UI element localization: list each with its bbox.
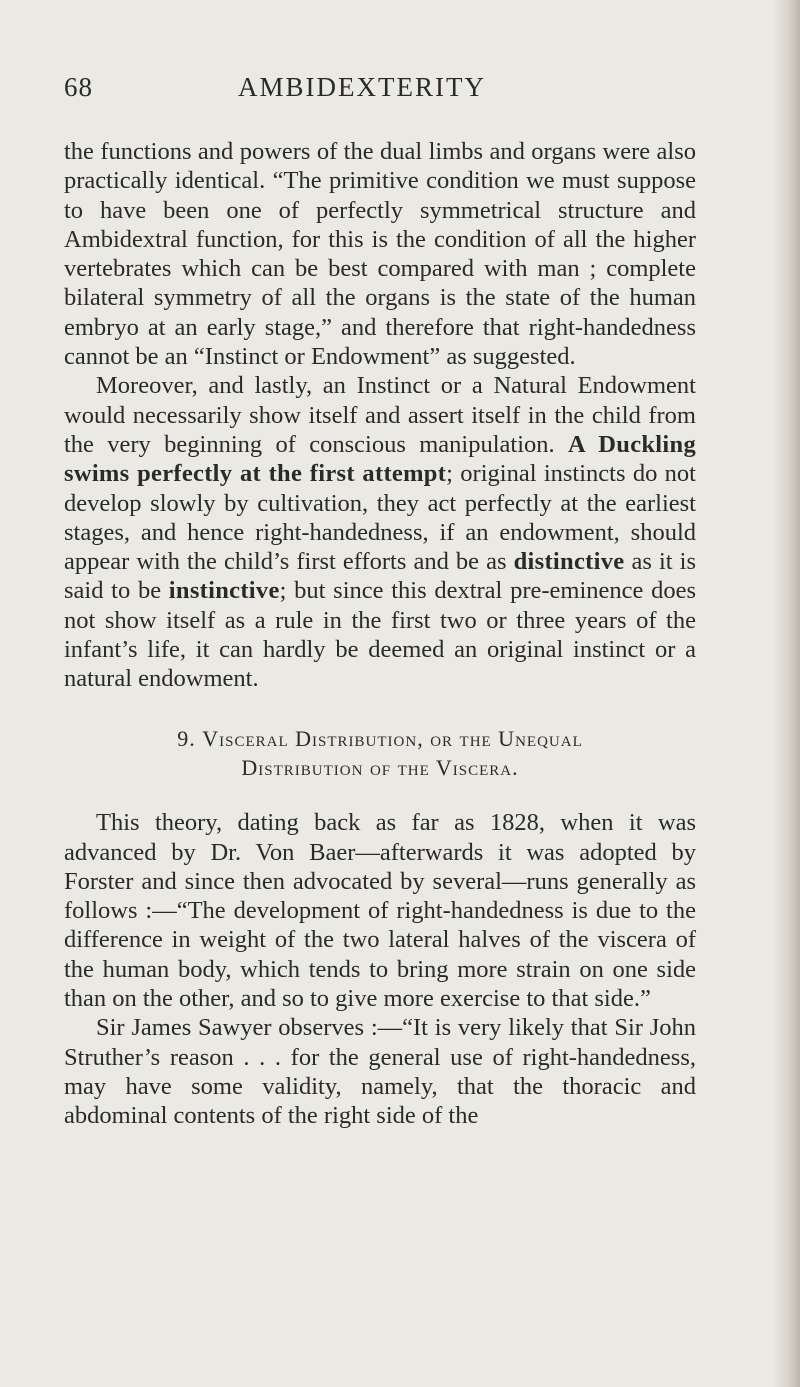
section-heading-line-1 [64, 724, 696, 753]
running-head-title: AMBIDEXTERITY [238, 72, 486, 102]
page-edge-shadow [772, 0, 800, 1387]
emphasis-instinctive: instinctive [168, 577, 280, 605]
emphasis-distinctive: distinctive [513, 548, 625, 576]
paragraph-1: the functions and powers of the dual limbs and organs were also practically identical. “The primitive condition we must suppose to have been one of perfectly symmetrical structure and Ambidextral function, for this is the condition of all the higher vertebrates which can be best compared with man ; complete bilateral symmetry of all the organs is the state of the human embryo at an early stage,” and therefore that right-handedness cannot be an “Instinct or Endowment” as suggested. [64, 138, 696, 371]
paragraph-2-part-3: as it is said to be [64, 548, 696, 605]
paragraph-2 [64, 371, 696, 693]
page-body [64, 137, 696, 1131]
page-header [64, 72, 704, 108]
paragraph-4: Sir James Sawyer observes :—“It is very likely that Sir John Struther’s reason . . . for the general use of right-handedness, may have some validity, namely, that the thoracic and abdominal contents of the right side of the [64, 1014, 696, 1130]
paragraph-2-part-4: ; but since this dextral pre-eminence does not show itself as a rule in the first two or three years of the infant’s life, it can hardly be deemed an original instinct or a natural endowment. [64, 577, 696, 693]
paragraph-2-part-1: Moreover, and lastly, an Instinct or a Natural Endowment would necessarily show itself and assert itself in the child from the very beginning of conscious manipulation. [64, 372, 696, 458]
section-number: 9. [177, 725, 196, 751]
paragraph-3: This theory, dating back as far as 1828, when it was advanced by Dr. Von Baer—afterwards it was adopted by Forster and since then advocated by several—runs generally as follows :—“The development of right-handedness is due to the difference in weight of the two lateral halves of the viscera of the human body, which tends to bring more strain on one side than on the other, and so to give more exercise to that side.” [64, 809, 696, 1013]
section-title-line-1: Visceral Distribution, or the Unequal [202, 725, 583, 751]
paragraph-2-part-2: ; original instincts do not develop slowly by cultivation, they act perfectly at the earliest stages, and hence right-handedness, if an endowment, should appear with the child’s first efforts and be as [64, 460, 696, 576]
page-number: 68 [64, 72, 93, 102]
section-title-line-2: Distribution of the Viscera. [241, 754, 519, 780]
emphasis-duckling: A Duckling swims perfectly at the first attempt [64, 430, 696, 488]
